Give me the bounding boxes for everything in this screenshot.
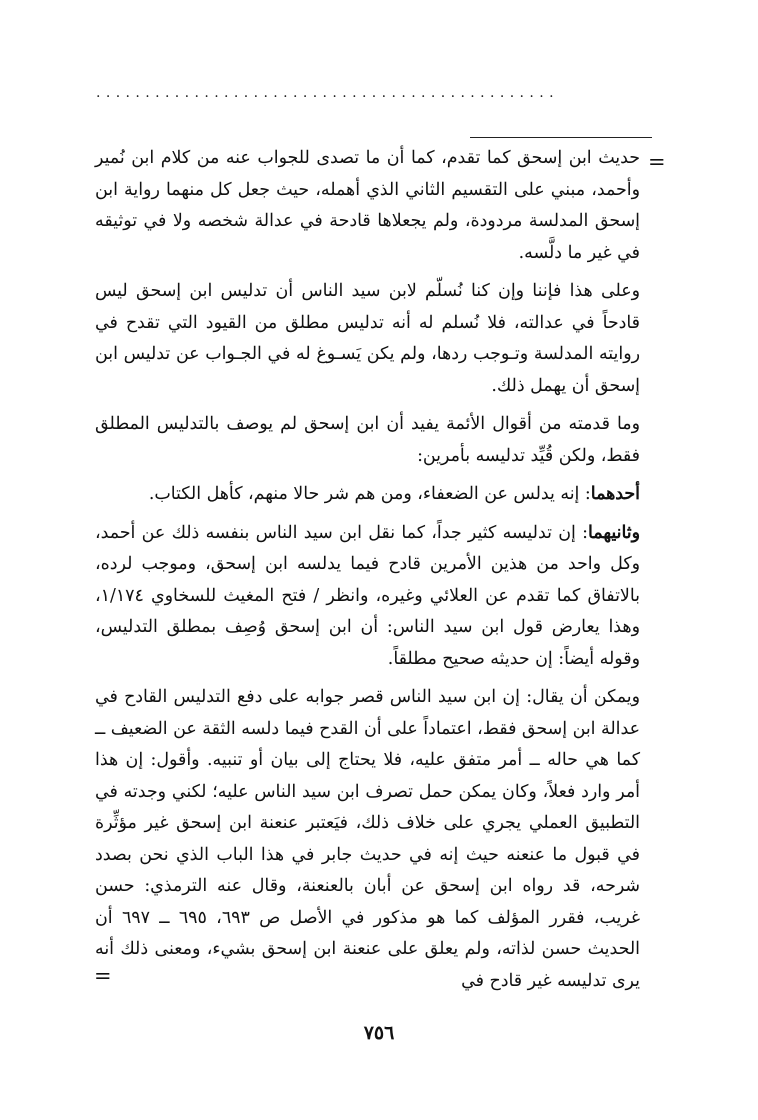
paragraph-5-text: : إن تدليسه كثير جداً، كما نقل ابن سيد الناس بنفسه ذلك عن أحمد، وكل واحد من هذين الأمرين قادح فيما يدلسه ابن إسحق، وموجب لرده، بالاتفاق كما تقدم عن العلائي وغيره، وانظر / فتح المغيث للسخاوي ١/١٧٤، وهذا يعارض قول ابن سيد الناس: أن ابن إسحق وُصِف بمطلق التدليس، وقوله أيضاً: إن حديثه صحيح مطلقاً. <box>95 522 640 669</box>
paragraph-1 <box>95 143 640 269</box>
paragraph-2 <box>95 276 640 402</box>
page-number: ٧٥٦ <box>363 1022 395 1044</box>
paragraph-4-text: : إنه يدلس عن الضعفاء، ومن هم شر حالا منهم، كأهل الكتاب. <box>148 484 591 504</box>
paragraph-4-lead: أحدهما <box>590 484 640 504</box>
paragraph-3 <box>95 409 640 472</box>
paragraph-2-text: وعلى هذا فإننا وإن كنا نُسلّم لابن سيد الناس أن تدليس ابن إسحق ليس قادحاً في عدالته، فلا نُسلم له أنه تدليس مطلق من القيود التي تقدح في روايته المدلسة وتـوجب ردها، ولم يكن يَسـوغ له في الجـواب عن تدليس ابن إسحق أن يهمل ذلك. <box>95 281 640 396</box>
continuation-mark-top: = <box>648 150 666 174</box>
paragraph-5 <box>95 518 640 676</box>
header-dotted-line: ............................................... <box>96 88 559 98</box>
paragraph-3-text: وما قدمته من أقوال الأئمة يفيد أن ابن إسحق لم يوصف بالتدليس المطلق فقط، ولكن قُيِّد تدليسه بأمرين: <box>95 414 640 466</box>
paragraph-1-text: حديث ابن إسحق كما تقدم، كما أن ما تصدى للجواب عنه من كلام ابن نُمير وأحمد، مبني على التقسيم الثاني الذي أهمله، حيث جعل كل منهما رواية ابن إسحق المدلسة مردودة، ولم يجعلاها قادحة في عدالة شخصه ولا في توثيقه في غير ما دلَّسه. <box>95 148 640 263</box>
paragraph-4 <box>95 479 640 511</box>
footnote-text-block <box>95 143 640 997</box>
paragraph-5-lead: وثانيهما <box>588 522 640 543</box>
footnote-separator-rule <box>470 137 652 138</box>
continuation-mark-bottom: = <box>94 964 112 988</box>
paragraph-6 <box>95 682 640 997</box>
paragraph-6-text: ويمكن أن يقال: إن ابن سيد الناس قصر جوابه على دفع التدليس القادح في عدالة ابن إسحق فقط، اعتماداً على أن القدح فيما دلسه الثقة عن الضعيف ــ كما هي حاله ــ أمر متفق عليه، فلا يحتاج إلى بيان أو تنبيه. وأقول: إن هذا أمر وارد فعلاً، وكان يمكن حمل تصرف ابن سيد الناس عليه؛ لكني وجدته في التطبيق العملي يجري على خلاف ذلك، فيَعتبر عنعنة ابن إسحق غير مؤثِّرة في قبول ما عنعنه حيث إنه في حديث جابر في هذا الباب الذي نحن بصدد شرحه، قد رواه ابن إسحق عن أبان بالعنعنة، وقال عنه الترمذي: حسن غريب، فقرر المؤلف كما هو مذكور في الأصل ص ٦٩٣، ٦٩٥ ــ ٦٩٧ أن الحديث حسن لذاته، ولم يعلق على عنعنة ابن إسحق بشيء، ومعنى ذلك أنه يرى تدليسه غير قادح في <box>95 687 640 991</box>
